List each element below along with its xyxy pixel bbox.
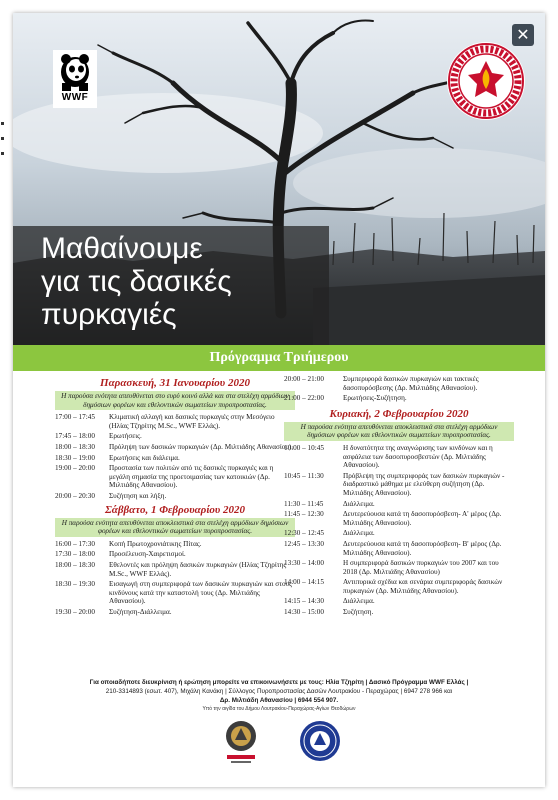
- close-button[interactable]: ✕: [512, 24, 534, 46]
- contact-info: [43, 678, 515, 705]
- schedule-time: 17:00 – 17:45: [55, 413, 95, 422]
- schedule-time: 19:30 – 20:00: [55, 607, 95, 616]
- contact-line: 210-3314893 (εσωτ. 407), Μιχάλη Κανάκη | Σύλλογος Πυροπροστασίας Δασών Λουτρακίου - Περαχώρας | 6947 278 966 και: [105, 688, 453, 695]
- schedule-description: Πρόληψη των δασικών πυρκαγιών (Δρ. Μιλτιάδης Αθανασίου).: [109, 442, 294, 451]
- schedule-row: [55, 432, 295, 441]
- schedule-row: [55, 443, 295, 452]
- day-heading: Κυριακή, 2 Φεβρουαρίου 2020: [329, 407, 469, 420]
- schedule-right-column: [284, 375, 514, 619]
- schedule-row: [55, 580, 295, 606]
- schedule-description: Διάλλειμα.: [343, 597, 375, 606]
- schedule-time: 14:00 – 14:15: [284, 578, 324, 587]
- schedule-time: 20:00 – 20:30: [55, 491, 95, 500]
- schedule-description: Δευτερεύουσα κατά τη δασοπυρόσβεση- Β' μέρος (Δρ. Μιλτιάδης Αθανασίου).: [343, 539, 502, 557]
- schedule-row: [284, 540, 514, 557]
- schedule-description: Ερωτήσεις-Συζήτηση.: [343, 394, 407, 403]
- schedule-time: 18:00 – 18:30: [55, 442, 95, 451]
- schedule-row: [284, 375, 514, 392]
- schedule-description: Κοπή Πρωτοχρονιάτικης Πίτας.: [109, 539, 202, 548]
- schedule-description: Κλιματική αλλαγή και δασικές πυρκαγιές στην Μεσόγειο (Ηλίας Τζηρίτης M.Sc., WWF Ελλάς).: [109, 413, 275, 430]
- schedule-row: [284, 472, 514, 498]
- day-intro: Η παρούσα ενότητα απευθύνεται στο ευρύ κοινό αλλά και στα στελέχη αρμόδιων δημόσιων φορέων και εθελοντικών σωματείων πυροπροστασίας.: [55, 391, 295, 410]
- schedule-time: 10:00 – 10:45: [284, 443, 324, 452]
- schedule-description: Πρόβλεψη της συμπεριφοράς των δασικών πυρκαγιών - διαδραστικό μάθημα με ελεύθερη συζήτηση (Δρ. Μιλτιάδης Αθανασίου).: [343, 471, 505, 497]
- wwf-logo: [53, 50, 97, 108]
- panda-icon: [53, 50, 97, 92]
- schedule-row: [55, 454, 295, 463]
- schedule-row: [284, 578, 514, 595]
- schedule-row: [284, 597, 514, 606]
- schedule-description: Συμπεριφορά δασικών πυρκαγιών και τακτικές δασοπυρόσβεσης (Δρ. Μιλτιάδης Αθανασίου).: [343, 375, 479, 392]
- schedule-time: 18:00 – 18:30: [55, 560, 95, 569]
- schedule-time: 17:30 – 18:00: [55, 550, 95, 559]
- schedule-description: Συζήτηση.: [343, 608, 374, 617]
- schedule-row: [55, 464, 295, 490]
- schedule-description: Προστασία των πολιτών από τις δασικές πυρκαγιές και η μεγάλη σημασία της προετοιμασίας των κατοικιών (Δρ. Μιλτιάδης Αθανασίου).: [109, 464, 274, 490]
- schedule-description: Αντιπυρικά σχέδια και σενάρια συμπεριφοράς δασικών πυρκαγιών (Δρ. Μιλτιάδης Αθανασίου).: [343, 578, 503, 595]
- schedule-time: 12:45 – 13:30: [284, 539, 324, 548]
- schedule-time: 14:30 – 15:00: [284, 608, 324, 617]
- day-intro: Η παρούσα ενότητα απευθύνεται αποκλειστικά στα στελέχη αρμόδιων δημόσιων φορέων και εθελοντικών σωματείων πυροπροστασίας.: [284, 422, 514, 441]
- day2-continued-rows: [284, 375, 514, 403]
- schedule-time: 19:00 – 20:00: [55, 464, 95, 473]
- schedule-row: [55, 550, 295, 559]
- schedule-row: [284, 510, 514, 527]
- title-line: για τις δασικές: [41, 265, 232, 298]
- poster-title: [41, 232, 232, 331]
- schedule-time: 11:30 – 11:45: [284, 499, 324, 508]
- schedule-description: Εθελοντές και πρόληψη δασικών πυρκαγιών (Ηλίας Τζηρίτης M.Sc., WWF Ελλάς).: [109, 560, 287, 578]
- day-heading: Σάββατο, 1 Φεβρουαρίου 2020: [104, 503, 246, 516]
- schedule-description: Εισαγωγή στη συμπεριφορά των δασικών πυρκαγιών και στους κινδύνους κατά την καταστολή τους (Δρ. Μιλτιάδης Αθανασίου).: [109, 580, 293, 606]
- schedule-time: 18:30 – 19:00: [55, 453, 95, 462]
- poster-frame: [13, 13, 545, 787]
- schedule-time: 11:45 – 12:30: [284, 510, 324, 519]
- schedule-description: Δευτερεύουσα κατά τη δασοπυρόσβεση- Α' μέρος (Δρ. Μιλτιάδης Αθανασίου).: [343, 510, 502, 527]
- schedule-row: [284, 559, 514, 576]
- schedule-row: [284, 444, 514, 470]
- day-heading: Παρασκευή, 31 Ιανουαρίου 2020: [100, 377, 250, 389]
- edge-marks: [0, 110, 6, 170]
- contact-line: Δρ. Μιλτιάδη Αθανασίου | 6944 554 907.: [219, 697, 339, 704]
- schedule-description: Συζήτηση-Διάλλειμα.: [109, 607, 172, 616]
- fire-protection-association-seal: [446, 41, 526, 121]
- schedule-time: 16:00 – 17:30: [55, 539, 95, 548]
- schedule-time: 10:45 – 11:30: [284, 471, 324, 480]
- day-intro: Η παρούσα ενότητα απευθύνεται αποκλειστικά στα στελέχη αρμόδιων δημόσιων φορέων και εθελοντικών σωματείων πυροπροστασίας.: [55, 518, 295, 537]
- schedule-row: [55, 540, 295, 549]
- schedule-time: 13:30 – 14:00: [284, 559, 324, 568]
- contact-line: Για οποιαδήποτε διευκρίνιση ή ερώτηση μπορείτε να επικοινωνήσετε με τους: Ηλία Τζηρίτη | Δασικό Πρόγραμμα WWF Ελλάς |: [89, 679, 469, 686]
- schedule-time: 17:45 – 18:00: [55, 432, 95, 441]
- program-title: Πρόγραμμα Τριήμερου: [209, 350, 349, 365]
- schedule-time: 20:00 – 21:00: [284, 375, 324, 383]
- title-line: Μαθαίνουμε: [41, 232, 203, 265]
- schedule-time: 18:30 – 19:30: [55, 580, 95, 589]
- day1-rows: [55, 413, 295, 500]
- schedule-description: Διάλλειμα.: [343, 499, 375, 508]
- day3-rows: [284, 444, 514, 617]
- schedule-time: 21:00 – 22:00: [284, 394, 324, 403]
- schedule-description: Η συμπεριφορά δασικών πυρκαγιών του 2007 και του 2018 (Δρ. Μιλτιάδης Αθανασίου): [343, 559, 499, 576]
- schedule-description: Συζήτηση και λήξη.: [109, 491, 167, 500]
- schedule-description: Ερωτήσεις.: [109, 432, 142, 441]
- schedule-time: 14:15 – 14:30: [284, 597, 324, 606]
- schedule-description: Προσέλευση-Χαιρετισμοί.: [109, 550, 186, 559]
- hero-image: [13, 13, 545, 345]
- schedule-row: [284, 608, 514, 617]
- schedule-description: Η δυνατότητα της αναγνώρισης των κινδύνων και η ασφάλεια των δασοπυροσβεστών (Δρ. Μιλτιάδης Αθανασίου).: [343, 443, 493, 470]
- schedule-row: [55, 492, 295, 501]
- schedule-row: [55, 413, 295, 430]
- schedule-description: Διάλλειμα.: [343, 529, 375, 538]
- schedule-left-column: [55, 375, 295, 618]
- schedule-row: [284, 500, 514, 509]
- schedule-description: Ερωτήσεις και διάλειμα.: [109, 453, 180, 462]
- title-line: πυρκαγιές: [41, 298, 177, 331]
- schedule-row: [55, 561, 295, 578]
- auspices-note: Υπό την αιγίδα του Δήμου Λουτρακίου-Περαχώρας-Αγίων Θεοδώρων: [202, 706, 356, 712]
- schedule-row: [55, 608, 295, 617]
- schedule-row: [284, 529, 514, 538]
- alexandreio-logo: [221, 718, 261, 766]
- day2-rows: [55, 540, 295, 617]
- wwf-wordmark: WWF: [61, 92, 89, 103]
- schedule-time: 12:30 – 12:45: [284, 529, 324, 538]
- schedule-row: [284, 394, 514, 403]
- municipality-seal: [299, 719, 341, 763]
